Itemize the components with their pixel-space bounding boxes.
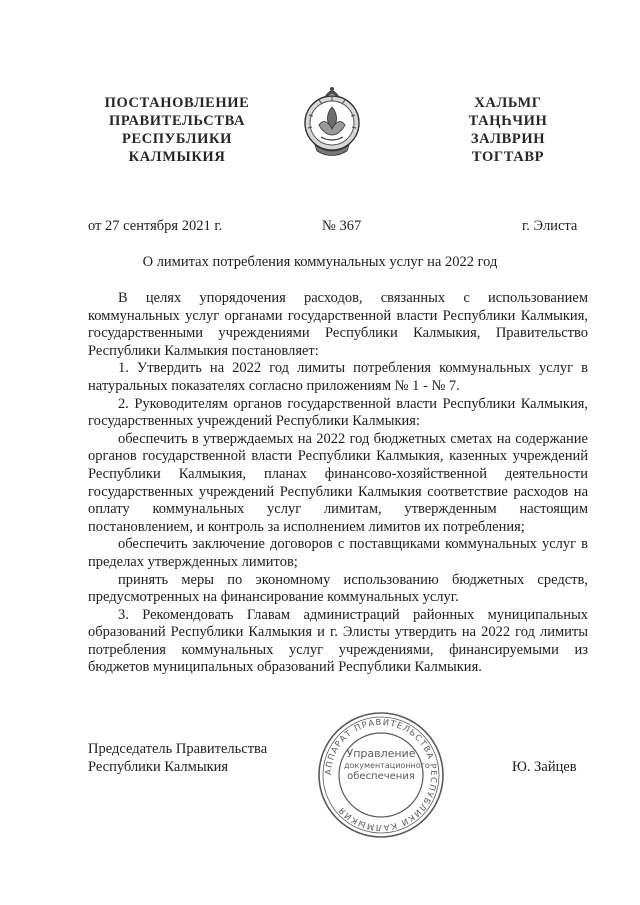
body-paragraph: 3. Рекомендовать Главам администраций районных муниципальных образований Республики Калмыкия и г. Элисты утвердить на 2022 год лимиты потребления коммунальных услуг учреждениями, финансируемыми из бюджетов муниципальных образований Республики Калмыкия. bbox=[88, 606, 588, 676]
document-number: № 367 bbox=[322, 218, 362, 234]
body-paragraph: В целях упорядочения расходов, связанных с использованием коммунальных услуг органами государственной власти Республики Калмыкия, государственными учреждениями Республики Калмыкия, Правительство Республики Калмыкия постановляет: bbox=[88, 290, 588, 359]
stamp-inner-line: Управление bbox=[346, 747, 416, 760]
header-right-line: ХАЛЬМГ bbox=[474, 95, 542, 111]
header-right-title bbox=[448, 94, 568, 166]
header-right-line: ТОГТАВР bbox=[471, 149, 545, 165]
header-left-line: ПОСТАНОВЛЕНИЕ bbox=[104, 95, 250, 111]
signatory-position-line: Республики Калмыкия bbox=[88, 759, 229, 775]
header-left-title bbox=[92, 94, 262, 166]
signatory-name: Ю. Зайцев bbox=[512, 759, 577, 775]
document-city: г. Элиста bbox=[522, 218, 578, 234]
body-paragraph: обеспечить заключение договоров с поставщиками коммунальных услуг в пределах утвержденных лимитов; bbox=[88, 536, 588, 570]
signatory-position-line: Председатель Правительства bbox=[88, 741, 268, 757]
stamp-ring-text: АППАРАТ ПРАВИТЕЛЬСТВА РЕСПУБЛИКИ КАЛМЫКИЯ bbox=[322, 716, 440, 834]
body-paragraph: 2. Руководителям органов государственной власти Республики Калмыкия, государственных учреждений Республики Калмыкия: bbox=[88, 395, 588, 430]
document-body bbox=[88, 290, 588, 677]
header-left-line: ПРАВИТЕЛЬСТВА bbox=[108, 113, 246, 129]
header-left-line: КАЛМЫКИЯ bbox=[128, 149, 226, 165]
kalmykia-coat-of-arms-icon bbox=[301, 83, 363, 159]
header-right-line: ТАҢҺЧИН bbox=[468, 113, 548, 129]
document-title: О лимитах потребления коммунальных услуг на 2022 год bbox=[142, 254, 498, 270]
header-left-line: РЕСПУБЛИКИ bbox=[121, 131, 233, 147]
stamp-inner-line: документационного bbox=[344, 761, 430, 770]
document-date: от 27 сентября 2021 г. bbox=[88, 218, 223, 234]
body-paragraph: 1. Утвердить на 2022 год лимиты потребления коммунальных услуг в натуральных показателях согласно приложениям № 1 - № 7. bbox=[88, 360, 588, 394]
signatory-position bbox=[88, 740, 267, 776]
stamp-inner-text bbox=[344, 747, 430, 783]
header-right-line: ЗАЛВРИН bbox=[470, 131, 546, 147]
stamp-inner-line: обеспечения bbox=[347, 771, 415, 782]
body-paragraph: принять меры по экономному использованию бюджетных средств, предусмотренных на финансирование коммунальных услуг. bbox=[88, 571, 588, 606]
body-paragraph: обеспечить в утверждаемых на 2022 год бюджетных сметах на содержание органов государственной власти Республики Калмыкия, казенных учреждений Республики Калмыкия, планах финансово-хозяйственной деятельности государственных учреждений Республики Калмыкия соответствие расходов на оплату коммунальных услуг лимитам, утвержденным настоящим постановлением, и контроль за исполнением лимитов их потребления; bbox=[88, 430, 588, 535]
